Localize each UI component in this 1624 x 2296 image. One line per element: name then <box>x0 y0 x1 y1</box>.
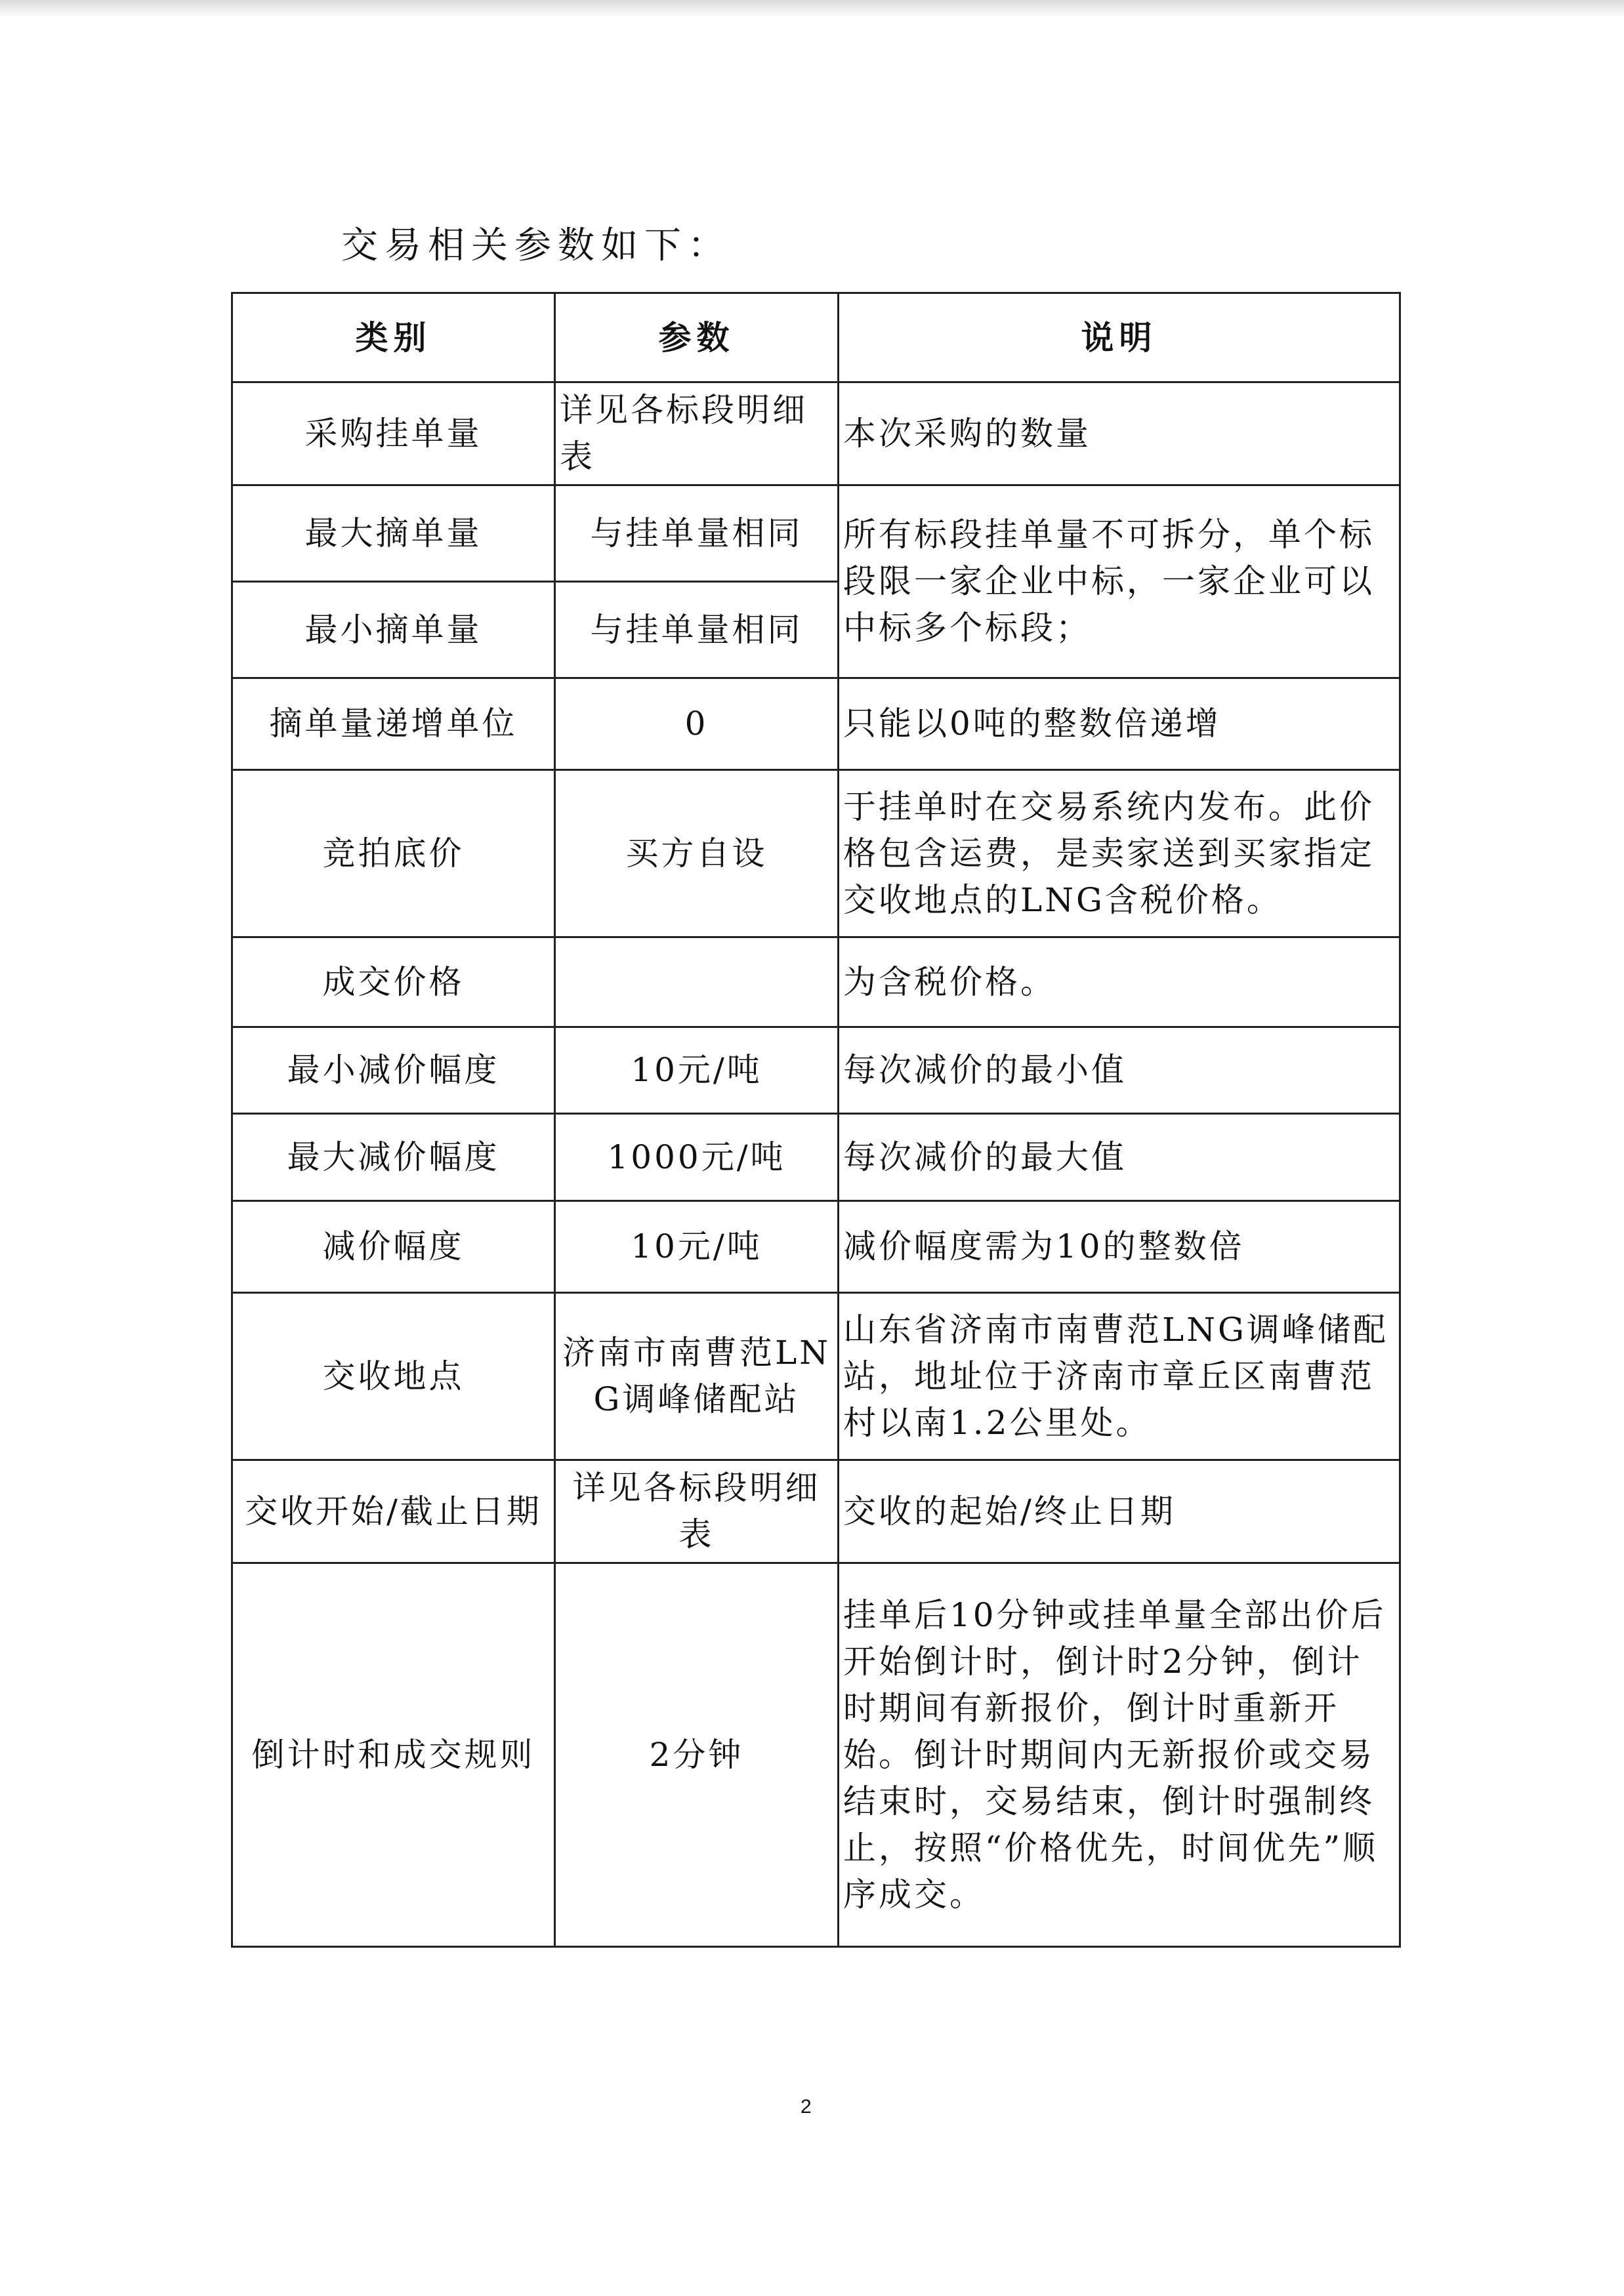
row-description: 挂单后10分钟或挂单量全部出价后开始倒计时，倒计时2分钟，倒计时期间有新报价，倒计时重新开始。倒计时期间内无新报价或交易结束时，交易结束，倒计时强制终止，按照“价格优先，时间优先”顺序成交。 <box>839 1563 1400 1947</box>
row-parameter: 10元/吨 <box>555 1027 839 1114</box>
table-row <box>232 678 1400 770</box>
row-parameter: 济南市南曹范LNG调峰储配站 <box>555 1293 839 1460</box>
row-description: 每次减价的最小值 <box>839 1027 1400 1114</box>
row-category: 采购挂单量 <box>232 382 555 485</box>
row-description-merged: 所有标段挂单量不可拆分，单个标段限一家企业中标，一家企业可以中标多个标段； <box>839 485 1400 678</box>
table-row <box>232 770 1400 937</box>
table-row <box>232 1293 1400 1460</box>
row-category: 最小减价幅度 <box>232 1027 555 1114</box>
header-category: 类别 <box>232 293 555 382</box>
row-parameter: 买方自设 <box>555 770 839 937</box>
row-parameter: 10元/吨 <box>555 1201 839 1293</box>
row-category: 最大摘单量 <box>232 485 555 582</box>
intro-text: 交易相关参数如下： <box>341 224 731 267</box>
table-row <box>232 937 1400 1027</box>
row-parameter: 详见各标段明细表 <box>555 1460 839 1563</box>
row-parameter: 2分钟 <box>555 1563 839 1947</box>
row-category: 摘单量递增单位 <box>232 678 555 770</box>
row-parameter: 1000元/吨 <box>555 1114 839 1201</box>
table-row <box>232 1027 1400 1114</box>
row-category: 最小摘单量 <box>232 582 555 678</box>
row-description: 山东省济南市南曹范LNG调峰储配站，地址位于济南市章丘区南曹范村以南1.2公里处。 <box>839 1293 1400 1460</box>
table-row <box>232 485 1400 582</box>
row-parameter: 与挂单量相同 <box>555 485 839 582</box>
row-description: 本次采购的数量 <box>839 382 1400 485</box>
table-row <box>232 1114 1400 1201</box>
header-description: 说明 <box>839 293 1400 382</box>
page-number: 2 <box>801 2096 812 2118</box>
row-description: 只能以0吨的整数倍递增 <box>839 678 1400 770</box>
row-description: 于挂单时在交易系统内发布。此价格包含运费，是卖家送到买家指定交收地点的LNG含税价格。 <box>839 770 1400 937</box>
table-row <box>232 1201 1400 1293</box>
row-category: 竞拍底价 <box>232 770 555 937</box>
row-category: 交收地点 <box>232 1293 555 1460</box>
row-category: 最大减价幅度 <box>232 1114 555 1201</box>
table-header-row <box>232 293 1400 382</box>
header-parameter: 参数 <box>555 293 839 382</box>
parameters-table <box>231 292 1401 1948</box>
row-description: 每次减价的最大值 <box>839 1114 1400 1201</box>
table-row <box>232 382 1400 485</box>
scan-top-edge <box>0 0 1624 17</box>
table-row <box>232 1563 1400 1947</box>
row-parameter: 与挂单量相同 <box>555 582 839 678</box>
row-parameter: 详见各标段明细表 <box>555 382 839 485</box>
row-parameter: 0 <box>555 678 839 770</box>
row-description: 减价幅度需为10的整数倍 <box>839 1201 1400 1293</box>
row-category: 交收开始/截止日期 <box>232 1460 555 1563</box>
row-description: 交收的起始/终止日期 <box>839 1460 1400 1563</box>
row-parameter <box>555 937 839 1027</box>
row-description: 为含税价格。 <box>839 937 1400 1027</box>
row-category: 成交价格 <box>232 937 555 1027</box>
row-category: 减价幅度 <box>232 1201 555 1293</box>
table-row <box>232 1460 1400 1563</box>
row-category: 倒计时和成交规则 <box>232 1563 555 1947</box>
